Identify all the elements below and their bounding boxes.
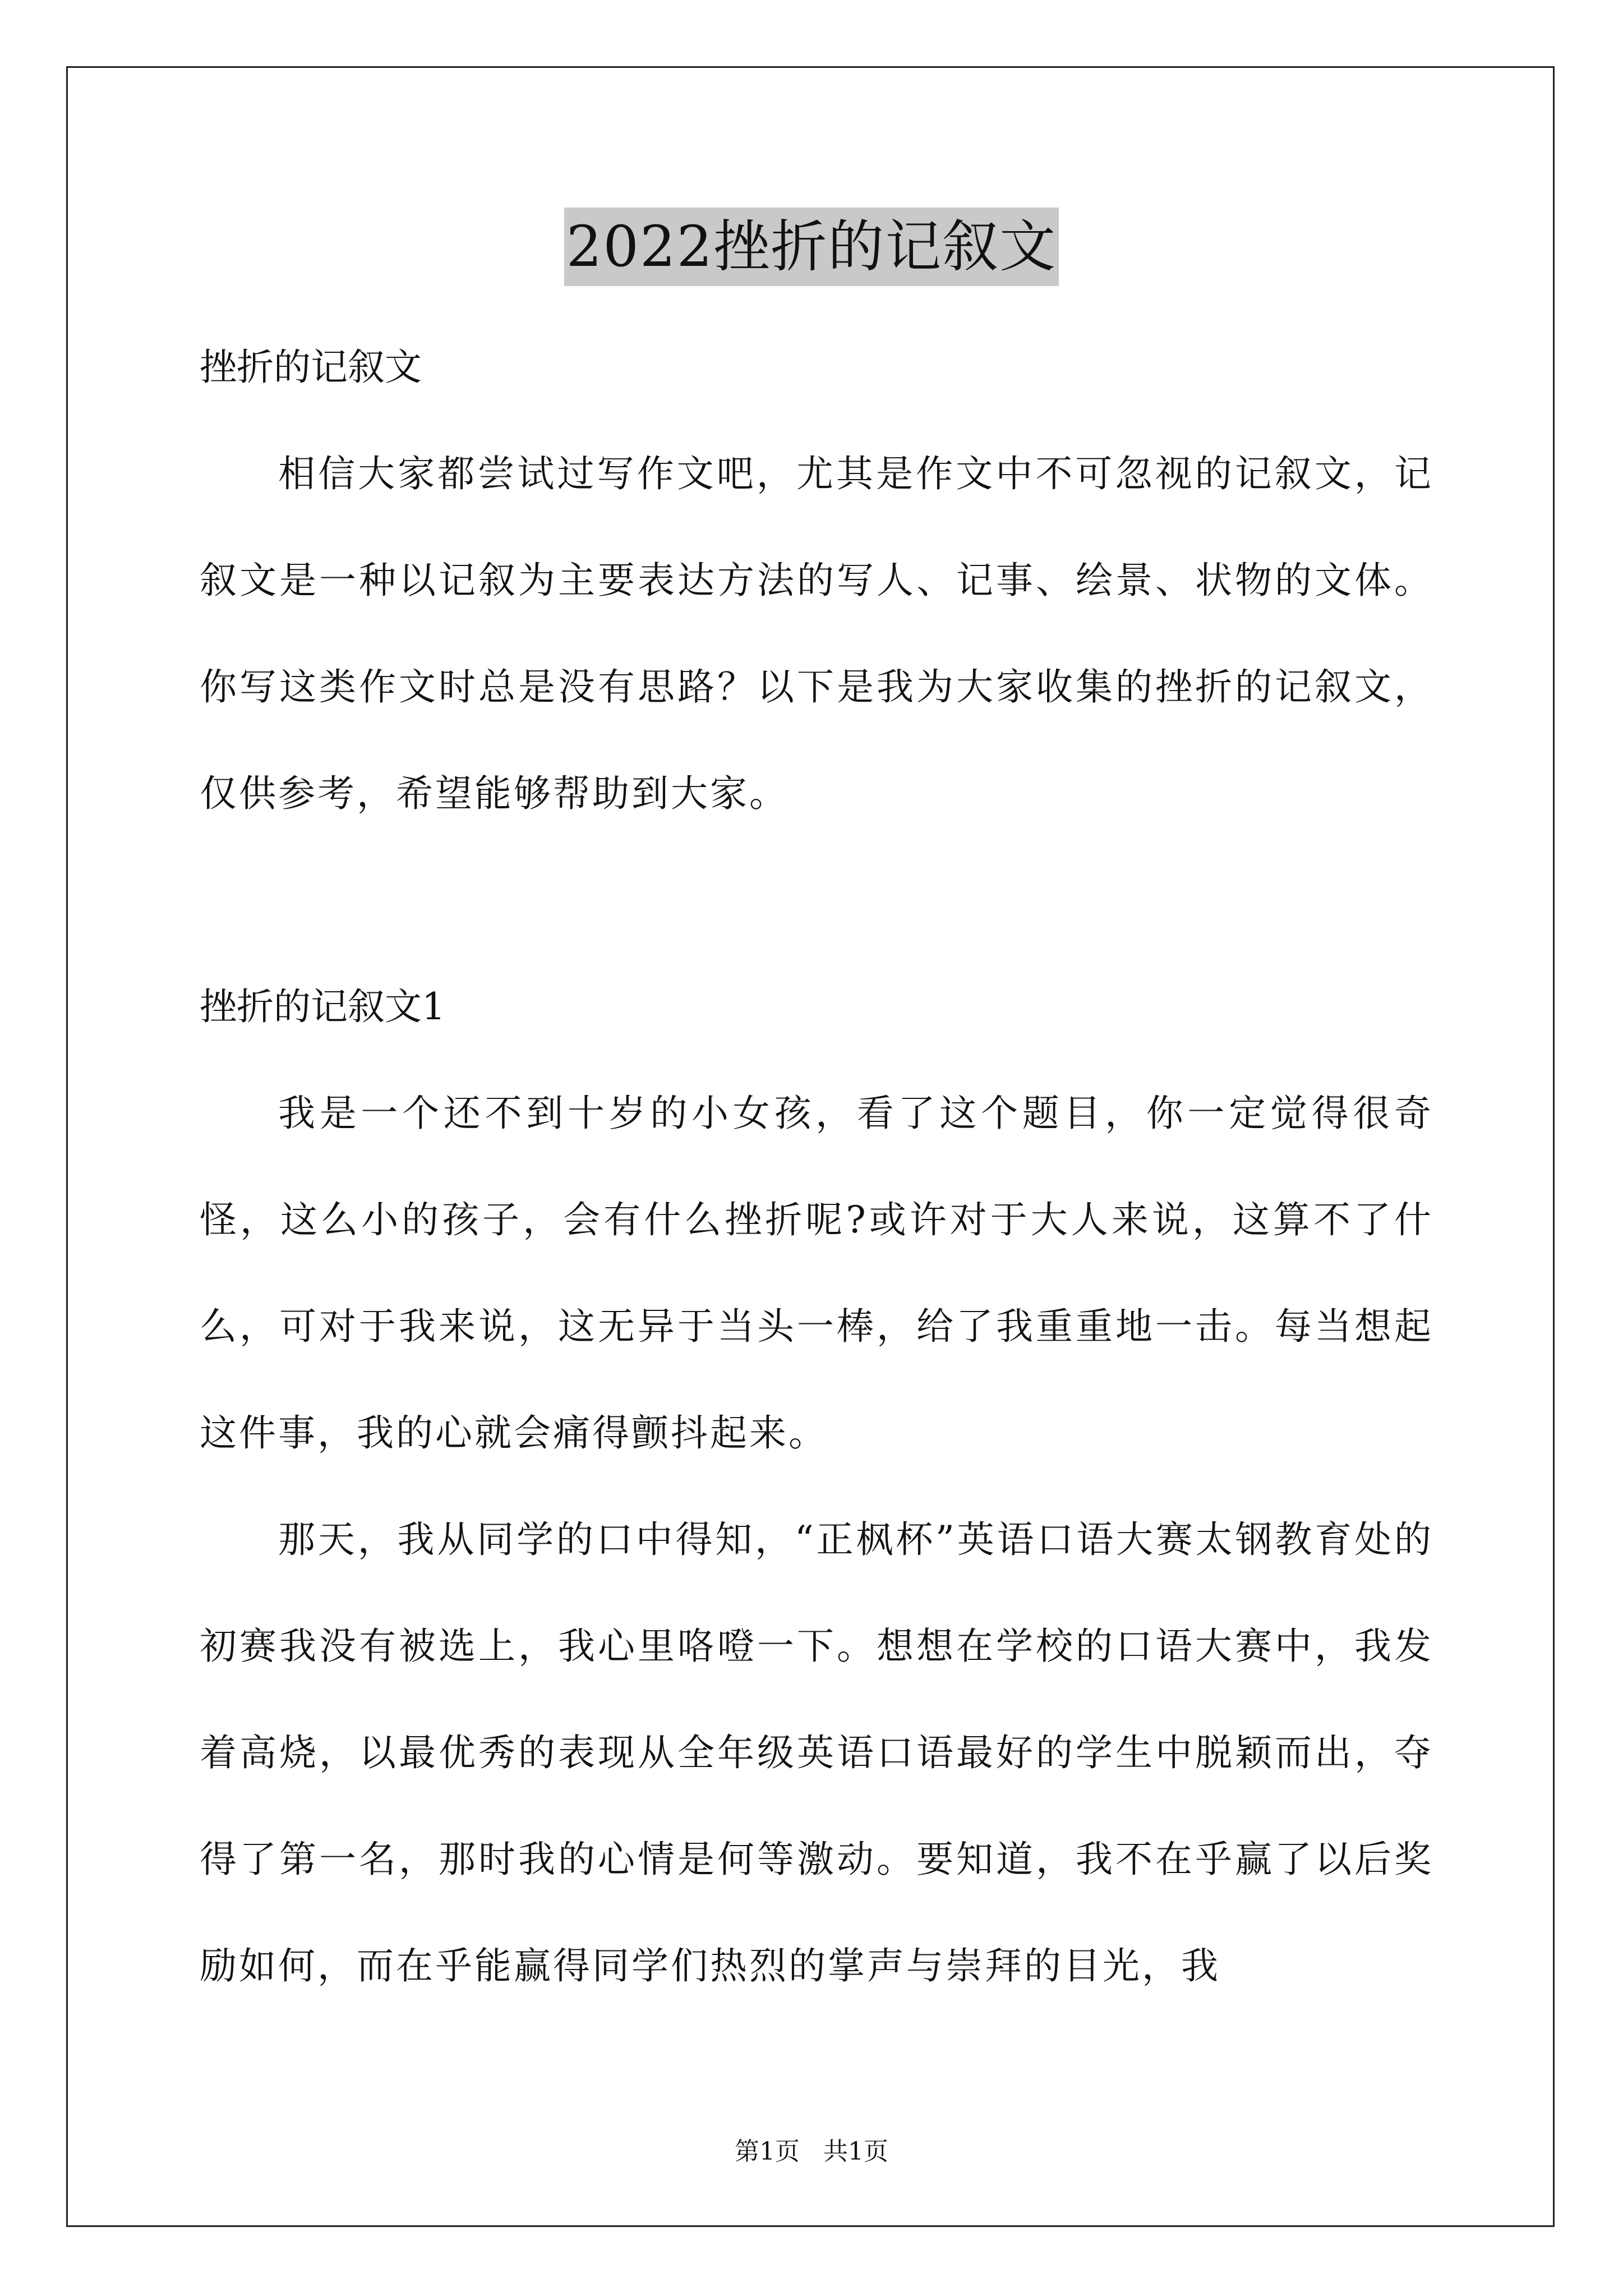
section-heading: 挫折的记叙文1: [200, 985, 445, 1028]
document-title: 2022挫折的记叙文: [564, 208, 1059, 286]
page-footer: 第1页 共1页: [735, 2137, 888, 2166]
document-body: [200, 314, 1433, 2019]
title-container: [0, 208, 1623, 286]
intro-paragraph: 相信大家都尝试过写作文吧，尤其是作文中不可忽视的记叙文，记叙文是一种以记叙为主要表达方法的写人、记事、绘景、状物的文体。你写这类作文时总是没有思路？以下是我为大家收集的挫折的记叙文，仅供参考，希望能够帮助到大家。: [200, 452, 1433, 815]
body-paragraph-2: 那天，我从同学的口中得知，“正枫杯”英语口语大赛太钢教育处的初赛我没有被选上，我心里咯噔一下。想想在学校的口语大赛中，我发着高烧，以最优秀的表现从全年级英语口语最好的学生中脱颖而出，夺得了第一名，那时我的心情是何等激动。要知道，我不在乎赢了以后奖励如何，而在乎能赢得同学们热烈的掌声与崇拜的目光，我: [200, 1518, 1433, 1987]
intro-heading: 挫折的记叙文: [200, 346, 422, 389]
body-paragraph-1: 我是一个还不到十岁的小女孩，看了这个题目，你一定觉得很奇怪，这么小的孩子，会有什么挫折呢?或许对于大人来说，这算不了什么，可对于我来说，这无异于当头一棒，给了我重重地一击。每当想起这件事，我的心就会痛得颤抖起来。: [200, 1092, 1433, 1455]
blank-line: [200, 847, 1433, 954]
